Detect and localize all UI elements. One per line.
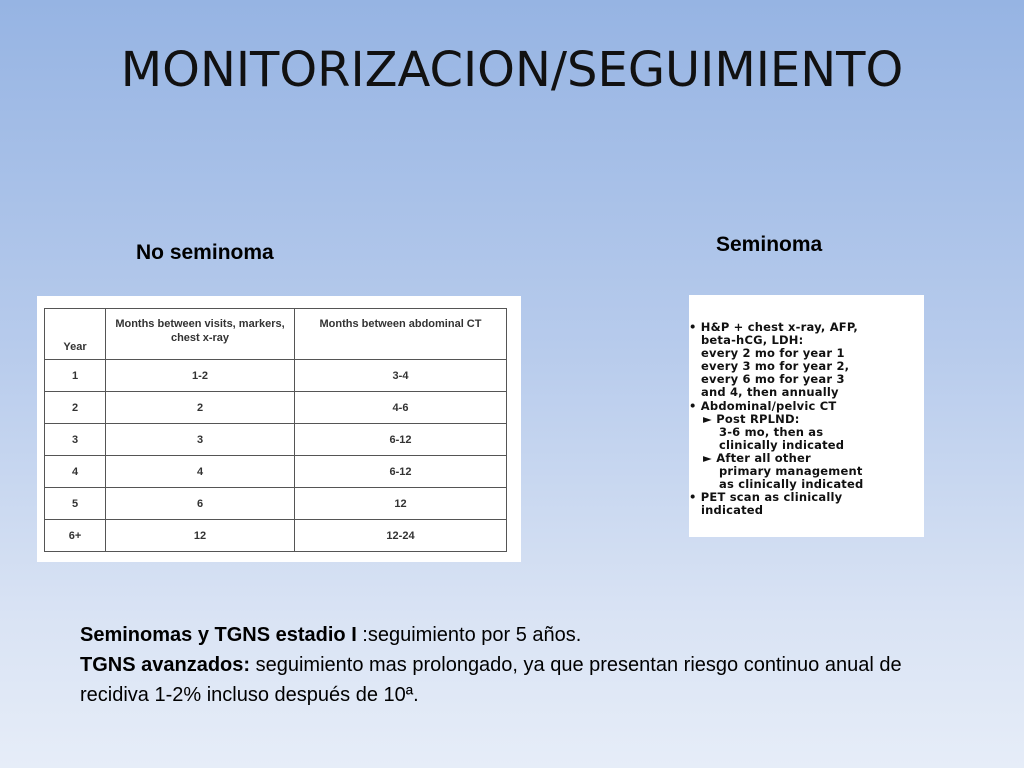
arrow-bullet-icon: ►: [703, 450, 713, 465]
sub-list-item: ► Post RPLND:: [703, 411, 800, 426]
table-row: [45, 392, 507, 424]
seminoma-label: Seminoma: [716, 233, 823, 256]
list-item-cont: indicated: [701, 503, 764, 518]
bullet-icon: •: [689, 320, 697, 334]
sub-list-item-cont: 3-6 mo, then as: [719, 424, 824, 439]
cell-year: 4: [45, 456, 106, 488]
table-row: [45, 520, 507, 552]
cell-ct: 12-24: [295, 520, 507, 552]
list-item-cont: every 3 mo for year 2,: [701, 359, 850, 374]
no-seminoma-label: No seminoma: [136, 241, 274, 264]
sub-list-item-cont: clinically indicated: [719, 437, 845, 452]
table-row: [45, 360, 507, 392]
table-row: [45, 488, 507, 520]
table-row: [45, 456, 507, 488]
cell-visits: 4: [106, 456, 295, 488]
page-title: MONITORIZACION/SEGUIMIENTO: [120, 42, 904, 98]
cell-year: 3: [45, 424, 106, 456]
cell-year: 2: [45, 392, 106, 424]
footer-text: [80, 620, 960, 710]
cell-ct: 12: [295, 488, 507, 520]
cell-year: 5: [45, 488, 106, 520]
sub-list-item: ► After all other: [703, 450, 811, 465]
bullet-icon: •: [689, 490, 697, 505]
bullet-icon: •: [689, 398, 697, 413]
cell-year: 1: [45, 360, 106, 392]
followup-table: [44, 308, 507, 552]
cell-visits: 1-2: [106, 360, 295, 392]
cell-ct: 3-4: [295, 360, 507, 392]
cell-visits: 3: [106, 424, 295, 456]
seminoma-list: [689, 321, 924, 517]
cell-visits: 6: [106, 488, 295, 520]
header-visits: Months between visits, markers, chest x-ray: [106, 309, 295, 360]
cell-ct: 4-6: [295, 392, 507, 424]
list-item: • PET scan as clinically: [689, 490, 843, 505]
arrow-bullet-icon: ►: [703, 411, 713, 426]
seminoma-guidelines-image: [689, 295, 924, 537]
list-item-cont: every 2 mo for year 1: [701, 346, 845, 361]
sub-list-item-cont: primary management: [719, 464, 863, 479]
footer-line-2: TGNS avanzados: seguimiento mas prolongado, ya que presentan riesgo continuo anual de recidiva 1-2% incluso después de 10ª.: [80, 654, 902, 706]
cell-ct: 6-12: [295, 424, 507, 456]
table-row: [45, 424, 507, 456]
cell-ct: 6-12: [295, 456, 507, 488]
list-item-cont: every 6 mo for year 3: [701, 372, 845, 387]
header-year: Year: [45, 309, 106, 360]
sub-list-item-cont: as clinically indicated: [719, 477, 864, 492]
cell-visits: 12: [106, 520, 295, 552]
cell-visits: 2: [106, 392, 295, 424]
list-item: • H&P + chest x-ray, AFP,: [689, 320, 858, 334]
footer-line-1: Seminomas y TGNS estadio I :seguimiento por 5 años.: [80, 624, 582, 646]
list-item-cont: beta-hCG, LDH:: [701, 333, 804, 348]
no-seminoma-table-image: [37, 296, 521, 562]
list-item-cont: and 4, then annually: [701, 385, 839, 400]
list-item: • Abdominal/pelvic CT: [689, 398, 837, 413]
cell-year: 6+: [45, 520, 106, 552]
header-ct: Months between abdominal CT: [295, 309, 507, 360]
table-header-row: [45, 309, 507, 360]
